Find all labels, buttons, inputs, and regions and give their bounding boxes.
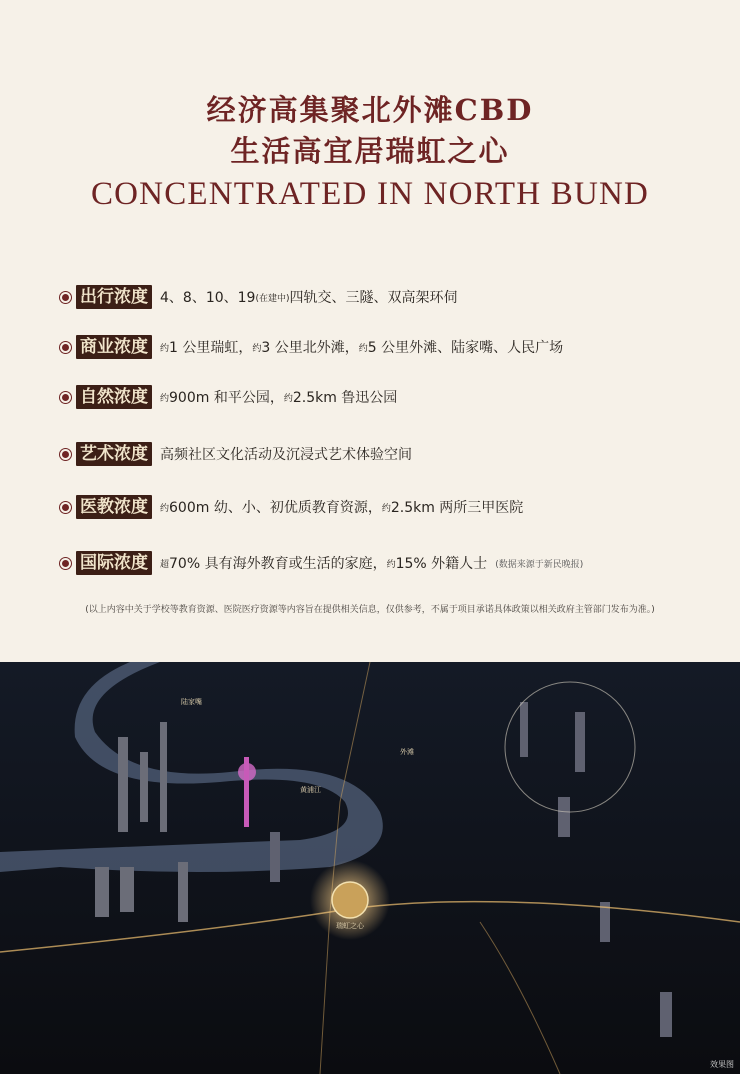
feature-text: 约 — [252, 343, 262, 354]
feature-text: 3 公里北外滩， — [261, 340, 359, 356]
feature-text: 2.5km 两所三甲医院 — [390, 500, 524, 516]
title-line-1: 经济高集聚北外滩CBD — [206, 93, 534, 127]
feature-text: 4、8、10、19 — [160, 290, 256, 306]
feature-tag: 出行浓度 — [76, 285, 152, 309]
feature-text: 约 — [160, 503, 170, 514]
source-note: (数据来源于新民晚报) — [495, 559, 584, 570]
bullet-icon — [62, 294, 69, 301]
title-line-2: 生活高宜居瑞虹之心 — [230, 134, 510, 168]
feature-tag: 国际浓度 — [76, 551, 152, 575]
label-huangpu: 黄浦江 — [300, 786, 321, 794]
feature-text: 70% 具有海外教育或生活的家庭， — [169, 556, 387, 572]
disclaimer-text: (以上内容中关于学校等教育资源、医院医疗资源等内容旨在提供相关信息，仅供参考，不属于项目承诺具体政策以相关政府主管部门发布为准。) — [85, 605, 655, 615]
feature-text: (在建中) — [255, 293, 290, 304]
feature-row — [62, 384, 397, 410]
feature-row — [62, 334, 563, 360]
feature-text: 四轨交、三隧、双高架环伺 — [289, 290, 458, 306]
feature-text: 约 — [283, 393, 293, 404]
feature-tag: 医教浓度 — [76, 495, 152, 519]
feature-row — [62, 550, 583, 576]
bullet-icon — [62, 504, 69, 511]
feature-text: 600m 幼、小、初优质教育资源， — [169, 500, 382, 516]
label-waitan: 外滩 — [400, 748, 414, 756]
feature-text: 高频社区文化活动及沉浸式艺术体验空间 — [160, 447, 412, 463]
feature-text: 约 — [386, 559, 396, 570]
feature-text: 约 — [160, 393, 170, 404]
bullet-icon — [62, 560, 69, 567]
feature-row — [62, 284, 457, 310]
feature-row — [62, 441, 412, 467]
label-lujiazui: 陆家嘴 — [181, 698, 202, 706]
bullet-icon — [62, 394, 69, 401]
feature-text: 超 — [160, 559, 170, 570]
bullet-icon — [62, 344, 69, 351]
feature-text: 约 — [381, 503, 391, 514]
aerial-night-map — [0, 662, 740, 1074]
feature-text: 1 公里瑞虹， — [169, 340, 253, 356]
feature-text: 2.5km 鲁迅公园 — [292, 390, 398, 406]
effect-image-caption: 效果图 — [710, 1060, 734, 1069]
feature-tag: 艺术浓度 — [76, 442, 152, 466]
feature-tag: 自然浓度 — [76, 385, 152, 409]
project-location-marker — [332, 882, 368, 918]
feature-text: 15% 外籍人士 — [395, 556, 488, 572]
feature-row — [62, 494, 523, 520]
feature-text: 900m 和平公园， — [169, 390, 284, 406]
tv-tower — [244, 757, 249, 827]
bullet-icon — [62, 451, 69, 458]
feature-text: 约 — [358, 343, 368, 354]
title-english: CONCENTRATED IN NORTH BUND — [90, 176, 650, 212]
feature-text: 约 — [160, 343, 170, 354]
label-project: 瑞虹之心 — [336, 922, 364, 930]
feature-tag: 商业浓度 — [76, 335, 152, 359]
feature-text: 5 公里外滩、陆家嘴、人民广场 — [367, 340, 564, 356]
